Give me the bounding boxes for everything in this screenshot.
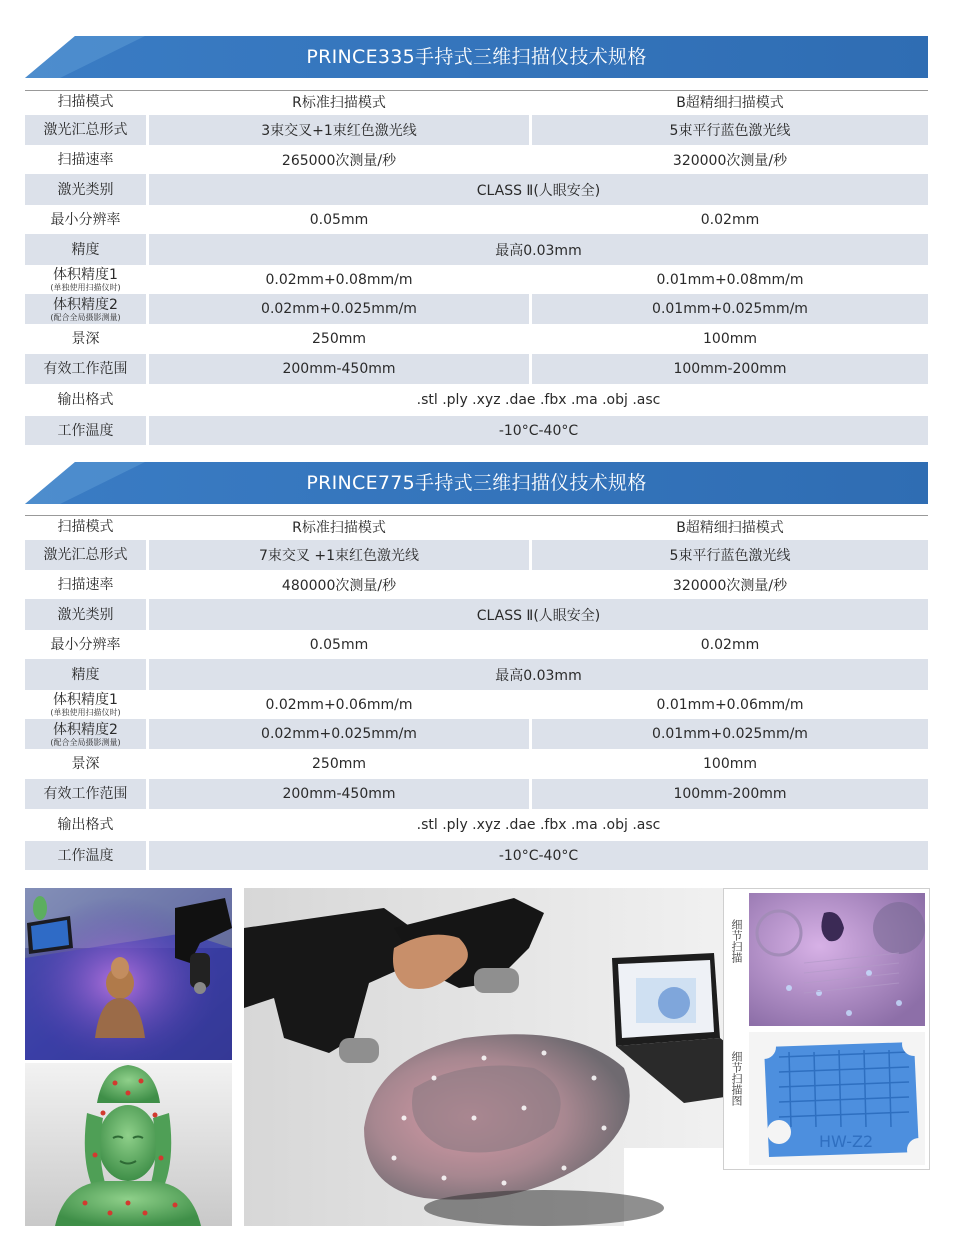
spec-label (25, 516, 146, 538)
spec-row (25, 205, 928, 234)
spec-value-r-mode: 0.05mm (149, 205, 529, 234)
spec-label (25, 719, 146, 749)
spec-row (25, 659, 928, 690)
part-marking-text: HW-Z2 (819, 1132, 874, 1151)
spec-value-b-mode: 100mm-200mm (532, 779, 928, 809)
spec-label (25, 384, 146, 416)
spec-label (25, 630, 146, 659)
spec-label (25, 294, 146, 324)
spec-label-text: 输出格式 (57, 817, 114, 833)
spec-value-shared: 最高0.03mm (149, 234, 928, 265)
spec-label (25, 749, 146, 778)
spec-label (25, 174, 146, 205)
spec-value-b-mode: 320000次测量/秒 (532, 146, 928, 174)
spec-value-shared: .stl .ply .xyz .dae .fbx .ma .obj .asc (149, 384, 928, 416)
spec-label-text: 工作温度 (57, 422, 114, 439)
spec-row (25, 115, 928, 145)
spec-value-r-mode: 3束交叉+1束红色激光线 (149, 115, 529, 145)
spec-label (25, 690, 146, 719)
spec-label-text: 体积精度2 (53, 296, 118, 313)
spec-label (25, 841, 146, 870)
spec-row (25, 599, 928, 630)
spec-row (25, 416, 928, 445)
spec-row (25, 809, 928, 841)
section-title: PRINCE775手持式三维扫描仪技术规格 (306, 472, 647, 494)
detail-scan-panel (723, 888, 930, 1170)
spec-row (25, 146, 928, 174)
section-header-prince775 (25, 462, 928, 504)
spec-row (25, 324, 928, 353)
spec-row (25, 779, 928, 809)
spec-value-shared: -10°C-40°C (149, 416, 928, 445)
spec-label-text: 激光汇总形式 (43, 547, 128, 563)
spec-label-note: (配合全局摄影测量) (50, 737, 121, 747)
spec-value-r-mode: 7束交叉 +1束红色激光线 (149, 540, 529, 570)
section-title: PRINCE335手持式三维扫描仪技术规格 (306, 46, 647, 68)
spec-value-r-mode: R标准扫描模式 (149, 516, 529, 538)
spec-row (25, 571, 928, 599)
photo-statue-scanning (25, 888, 232, 1060)
spec-label (25, 599, 146, 630)
spec-label-note: (单独使用扫描仪时) (50, 283, 121, 292)
spec-label-text: 体积精度1 (53, 267, 118, 283)
photo-detail-scan-model (749, 1032, 925, 1165)
spec-value-shared: -10°C-40°C (149, 841, 928, 870)
detail-scan-label: 细节扫描 (730, 919, 743, 963)
spec-label-text: 景深 (71, 755, 100, 772)
spec-value-r-mode: 0.02mm+0.025mm/m (149, 719, 529, 749)
spec-row (25, 354, 928, 384)
spec-label-text: 精度 (71, 666, 100, 683)
spec-value-b-mode: 5束平行蓝色激光线 (532, 540, 928, 570)
spec-row (25, 174, 928, 205)
spec-row (25, 690, 928, 719)
spec-value-r-mode: 200mm-450mm (149, 354, 529, 384)
spec-label-text: 景深 (71, 330, 100, 347)
photo-metal-part-scanning (244, 888, 786, 1226)
spec-value-shared: CLASS Ⅱ(人眼安全) (149, 599, 928, 630)
spec-value-b-mode: 320000次测量/秒 (532, 571, 928, 599)
spec-label-text: 扫描速率 (57, 577, 114, 593)
section-header-prince335 (25, 36, 928, 78)
spec-value-b-mode: 100mm (532, 749, 928, 778)
spec-label-text: 激光汇总形式 (43, 122, 128, 138)
spec-row (25, 841, 928, 870)
spec-label (25, 91, 146, 113)
spec-label-note: (单独使用扫描仪时) (50, 708, 121, 717)
spec-value-b-mode: B超精细扫描模式 (532, 516, 928, 538)
spec-row (25, 630, 928, 659)
spec-value-r-mode: 200mm-450mm (149, 779, 529, 809)
spec-value-r-mode: 250mm (149, 324, 529, 353)
spec-value-b-mode: 0.02mm (532, 205, 928, 234)
spec-label (25, 540, 146, 570)
spec-label-text: 最小分辨率 (50, 211, 121, 228)
spec-label (25, 659, 146, 690)
spec-value-r-mode: 250mm (149, 749, 529, 778)
spec-value-b-mode: 0.01mm+0.06mm/m (532, 690, 928, 719)
spec-value-b-mode: B超精细扫描模式 (532, 91, 928, 113)
spec-value-r-mode: R标准扫描模式 (149, 91, 529, 113)
spec-row (25, 265, 928, 294)
spec-value-r-mode: 0.02mm+0.025mm/m (149, 294, 529, 324)
spec-label (25, 571, 146, 599)
spec-value-b-mode: 5束平行蓝色激光线 (532, 115, 928, 145)
photo-statue-3d-model (25, 1063, 232, 1226)
spec-value-r-mode: 265000次测量/秒 (149, 146, 529, 174)
spec-label-text: 扫描模式 (57, 94, 114, 110)
spec-value-r-mode: 0.02mm+0.06mm/m (149, 690, 529, 719)
spec-value-b-mode: 0.01mm+0.025mm/m (532, 719, 928, 749)
spec-row (25, 384, 928, 416)
spec-row (25, 294, 928, 324)
spec-label-text: 有效工作范围 (43, 361, 128, 377)
spec-row (25, 234, 928, 265)
spec-value-r-mode: 0.02mm+0.08mm/m (149, 265, 529, 294)
spec-label (25, 779, 146, 809)
spec-label-text: 有效工作范围 (43, 786, 128, 802)
spec-row (25, 540, 928, 570)
spec-label (25, 354, 146, 384)
spec-value-b-mode: 0.02mm (532, 630, 928, 659)
spec-value-shared: 最高0.03mm (149, 659, 928, 690)
spec-label (25, 205, 146, 234)
spec-value-r-mode: 0.05mm (149, 630, 529, 659)
spec-label-text: 激光类别 (57, 606, 114, 623)
photo-detail-scan (749, 893, 925, 1026)
spec-label (25, 324, 146, 353)
spec-row (25, 719, 928, 749)
spec-label (25, 234, 146, 265)
spec-value-b-mode: 0.01mm+0.025mm/m (532, 294, 928, 324)
spec-value-shared: .stl .ply .xyz .dae .fbx .ma .obj .asc (149, 809, 928, 841)
spec-label-text: 体积精度2 (53, 721, 118, 738)
spec-label-text: 工作温度 (57, 847, 114, 864)
detail-scan-image-label: 细节扫描图 (730, 1051, 743, 1106)
spec-value-b-mode: 100mm-200mm (532, 354, 928, 384)
spec-label-text: 精度 (71, 241, 100, 258)
spec-label (25, 146, 146, 174)
spec-value-r-mode: 480000次测量/秒 (149, 571, 529, 599)
spec-label-text: 体积精度1 (53, 692, 118, 708)
spec-label (25, 809, 146, 841)
spec-value-shared: CLASS Ⅱ(人眼安全) (149, 174, 928, 205)
spec-row (25, 749, 928, 778)
spec-row (25, 516, 928, 538)
spec-label-text: 输出格式 (57, 392, 114, 408)
spec-row (25, 91, 928, 113)
spec-label-text: 激光类别 (57, 181, 114, 198)
spec-label (25, 115, 146, 145)
spec-label (25, 265, 146, 294)
spec-label-text: 最小分辨率 (50, 636, 121, 653)
spec-value-b-mode: 0.01mm+0.08mm/m (532, 265, 928, 294)
spec-label-text: 扫描速率 (57, 152, 114, 168)
spec-label-note: (配合全局摄影测量) (50, 312, 121, 322)
spec-label (25, 416, 146, 445)
spec-label-text: 扫描模式 (57, 519, 114, 535)
spec-value-b-mode: 100mm (532, 324, 928, 353)
